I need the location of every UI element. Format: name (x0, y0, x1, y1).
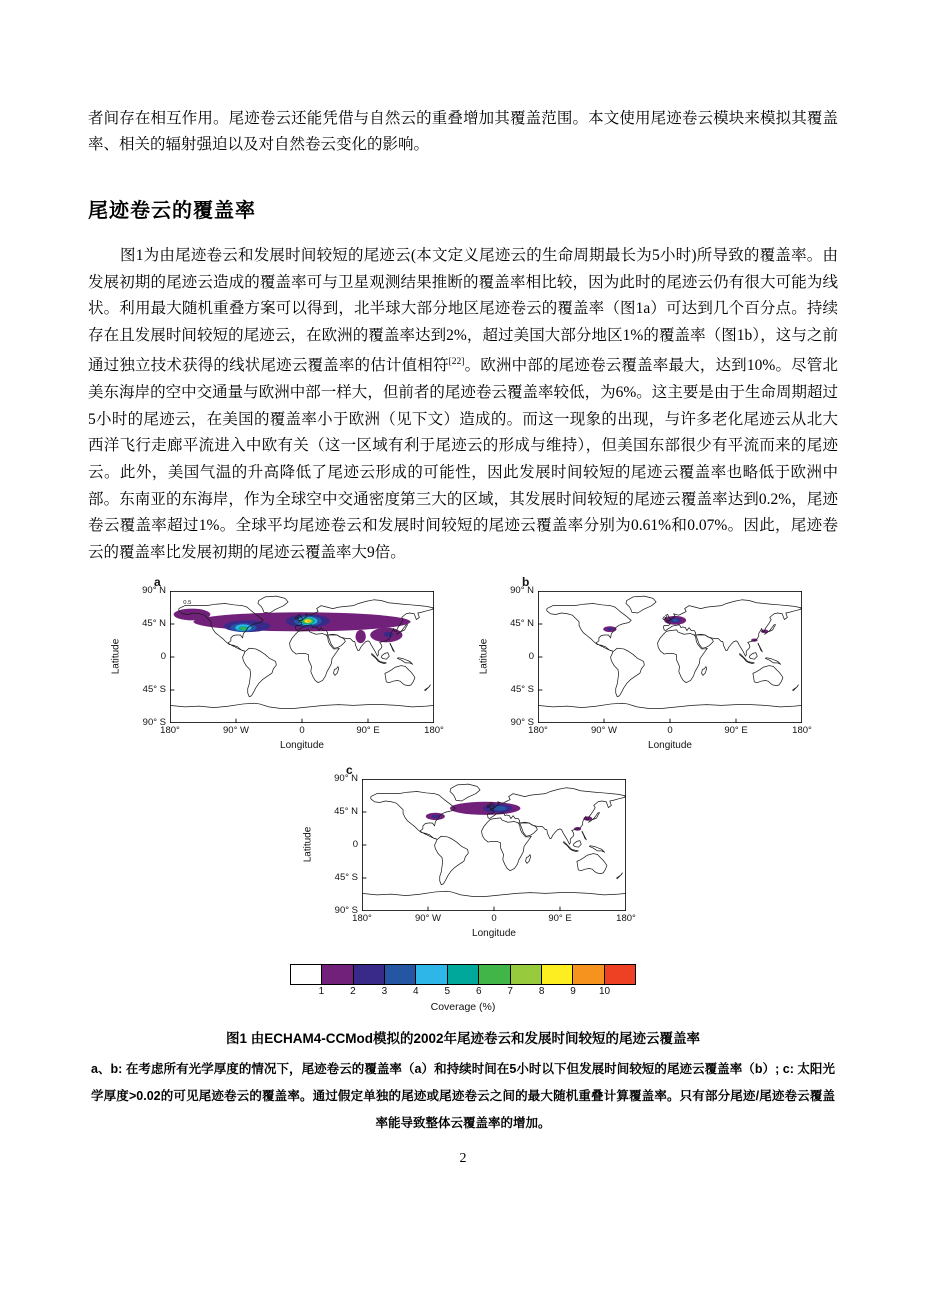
colorbar-segment (322, 965, 353, 984)
colorbar-tick-label: 7 (507, 986, 513, 998)
citation-ref: [22] (448, 357, 465, 368)
lat-tick-label: 90° N (510, 585, 534, 597)
lat-tick-label: 0 (352, 839, 358, 851)
lon-tick-label: 180° (160, 725, 180, 737)
colorbar-segment (605, 965, 635, 984)
colorbar-tick-label: 8 (538, 986, 545, 998)
lat-tick-label: 45° N (142, 618, 166, 630)
figure-colorbar (290, 964, 636, 1013)
page-content (88, 106, 838, 1167)
colorbar-tick-label: 9 (570, 986, 576, 998)
figure-panels-top-row (88, 575, 838, 764)
figure-caption-body: a、b: 在考虑所有光学厚度的情况下，尾迹卷云的覆盖率（a）和持续时间在5小时以下但发展时间较短的尾迹云覆盖率（b）; c: 太阳光学厚度>0.02的可见尾迹卷云的覆盖率。通过假定单独的尾迹或尾迹卷云之间的最大随机重叠计算覆盖率。只有部分尾迹/尾迹卷云覆盖率能导致整体云覆盖率的增加。 (91, 1062, 835, 1131)
lon-tick-label: 180° (616, 913, 636, 925)
x-axis-label: Longitude (280, 740, 324, 752)
colorbar-tick-label: 10 (598, 986, 611, 998)
lat-tick-label: 0 (528, 651, 534, 663)
colorbar-segment (416, 965, 447, 984)
figure-caption-title: 图1 由ECHAM4-CCMod模拟的2002年尾迹卷云和发展时间较短的尾迹云覆盖率 (225, 1031, 701, 1047)
colorbar-axis-label: Coverage (%) (430, 1001, 496, 1014)
colorbar-segment (479, 965, 510, 984)
lon-tick-label: 0 (299, 725, 305, 737)
figure-1 (88, 575, 838, 1137)
colorbar-segment (573, 965, 604, 984)
world-map-c (362, 779, 626, 911)
lon-tick-label: 180° (792, 725, 812, 737)
colorbar-ticks (290, 985, 636, 1000)
main-paragraph (88, 243, 838, 566)
x-axis-label: Longitude (648, 740, 692, 752)
colorbar-tick-label: 1 (318, 986, 325, 998)
lat-tick-label: 45° S (142, 684, 166, 696)
lat-tick-label: 45° S (334, 872, 358, 884)
world-map-a (170, 591, 434, 723)
lat-tick-label: 45° N (334, 806, 358, 818)
panel-letter-c: c (346, 763, 353, 778)
figure-panel-b (466, 575, 812, 764)
lon-tick-label: 180° (424, 725, 444, 737)
lon-tick-label: 90° E (548, 913, 572, 925)
lat-tick-label: 90° N (334, 773, 358, 785)
lat-tick-label: 0 (160, 651, 166, 663)
colorbar-segment (448, 965, 479, 984)
main-paragraph-part2: 。欧洲中部的尾迹卷云覆盖率最大，达到10%。尽管北美东海岸的空中交通量与欧洲中部一样大，但前者的尾迹卷云覆盖率较低，为6%。这主要是由于生命周期超过5小时的尾迹云，在美国的覆盖率小于欧洲（见下文）造成的。而这一现象的出现，与许多老化尾迹云从北大西洋飞行走廊平流进入中欧有关（这一区域有利于尾迹云的形成与维持），但美国东部很少有平流而来的尾迹云。此外，美国气温的升高降低了尾迹云形成的可能性，因此发展时间较短的尾迹云覆盖率也略低于欧洲中部。东南亚的东海岸，作为全球空中交通密度第三大的区域，其发展时间较短的尾迹云覆盖率达到0.2%，尾迹卷云覆盖率超过1%。全球平均尾迹卷云和发展时间较短的尾迹云覆盖率分别为0.61%和0.07%。因此，尾迹卷云的覆盖率比发展初期的尾迹云覆盖率大9倍。 (88, 357, 838, 561)
lat-tick-label: 45° N (510, 618, 534, 630)
y-axis-label: Latitude (110, 638, 122, 675)
world-map-b (538, 591, 802, 723)
colorbar-segment (354, 965, 385, 984)
figure-panel-a (98, 575, 444, 764)
colorbar-tick-label: 2 (350, 986, 356, 998)
panel-letter-b: b (522, 575, 530, 590)
lat-tick-label: 90° S (142, 717, 166, 729)
lon-tick-label: 180° (528, 725, 548, 737)
lon-tick-label: 90° W (415, 913, 441, 925)
page-number: 2 (459, 1151, 467, 1167)
lon-tick-label: 180° (352, 913, 372, 925)
main-paragraph-part1: 图1为由尾迹卷云和发展时间较短的尾迹云(本文定义尾迹云的生命周期最长为5小时)所导致的覆盖率。由发展初期的尾迹云造成的覆盖率可与卫星观测结果推断的覆盖率相比较，因为此时的尾迹云仍有很大可能为线状。利用最大随机重叠方案可以得到，北半球大部分地区尾迹卷云的覆盖率（图1a）可达到几个百分点。持续存在且发展时间较短的尾迹云，在欧洲的覆盖率达到2%，超过美国大部分地区1%的覆盖率（图1b），这与之前通过独立技术获得的线状尾迹云覆盖率的估计值相符 (88, 247, 838, 375)
colorbar-tick-label: 3 (381, 986, 388, 998)
y-axis-label: Latitude (478, 638, 490, 675)
colorbar-segment (542, 965, 573, 984)
colorbar-segment (385, 965, 416, 984)
section-heading: 尾迹卷云的覆盖率 (88, 200, 256, 222)
lon-tick-label: 90° W (591, 725, 617, 737)
lon-tick-label: 0 (491, 913, 497, 925)
colorbar-tick-label: 5 (444, 986, 451, 998)
colorbar-segment (291, 965, 322, 984)
colorbar-segment (511, 965, 542, 984)
x-axis-label: Longitude (472, 928, 516, 940)
y-axis-label: Latitude (302, 826, 314, 863)
paragraph-continuation: 者间存在相互作用。尾迹卷云还能凭借与自然云的重叠增加其覆盖范围。本文使用尾迹卷云模块来模拟其覆盖率、相关的辐射强迫以及对自然卷云变化的影响。 (88, 110, 838, 153)
lat-tick-label: 90° N (142, 585, 166, 597)
contour-annotation: 0.5 (183, 600, 192, 607)
lat-tick-label: 45° S (510, 684, 534, 696)
figure-panel-bottom-row (88, 763, 838, 952)
lon-tick-label: 90° W (223, 725, 249, 737)
lat-tick-label: 90° S (510, 717, 534, 729)
lon-tick-label: 90° E (356, 725, 380, 737)
lon-tick-label: 0 (667, 725, 673, 737)
figure-panel-c (290, 763, 636, 952)
colorbar-tick-label: 4 (413, 986, 419, 998)
colorbar-bar (290, 964, 636, 985)
lat-tick-label: 90° S (334, 905, 358, 917)
panel-letter-a: a (154, 575, 161, 590)
lon-tick-label: 90° E (724, 725, 748, 737)
colorbar-tick-label: 6 (475, 986, 482, 998)
